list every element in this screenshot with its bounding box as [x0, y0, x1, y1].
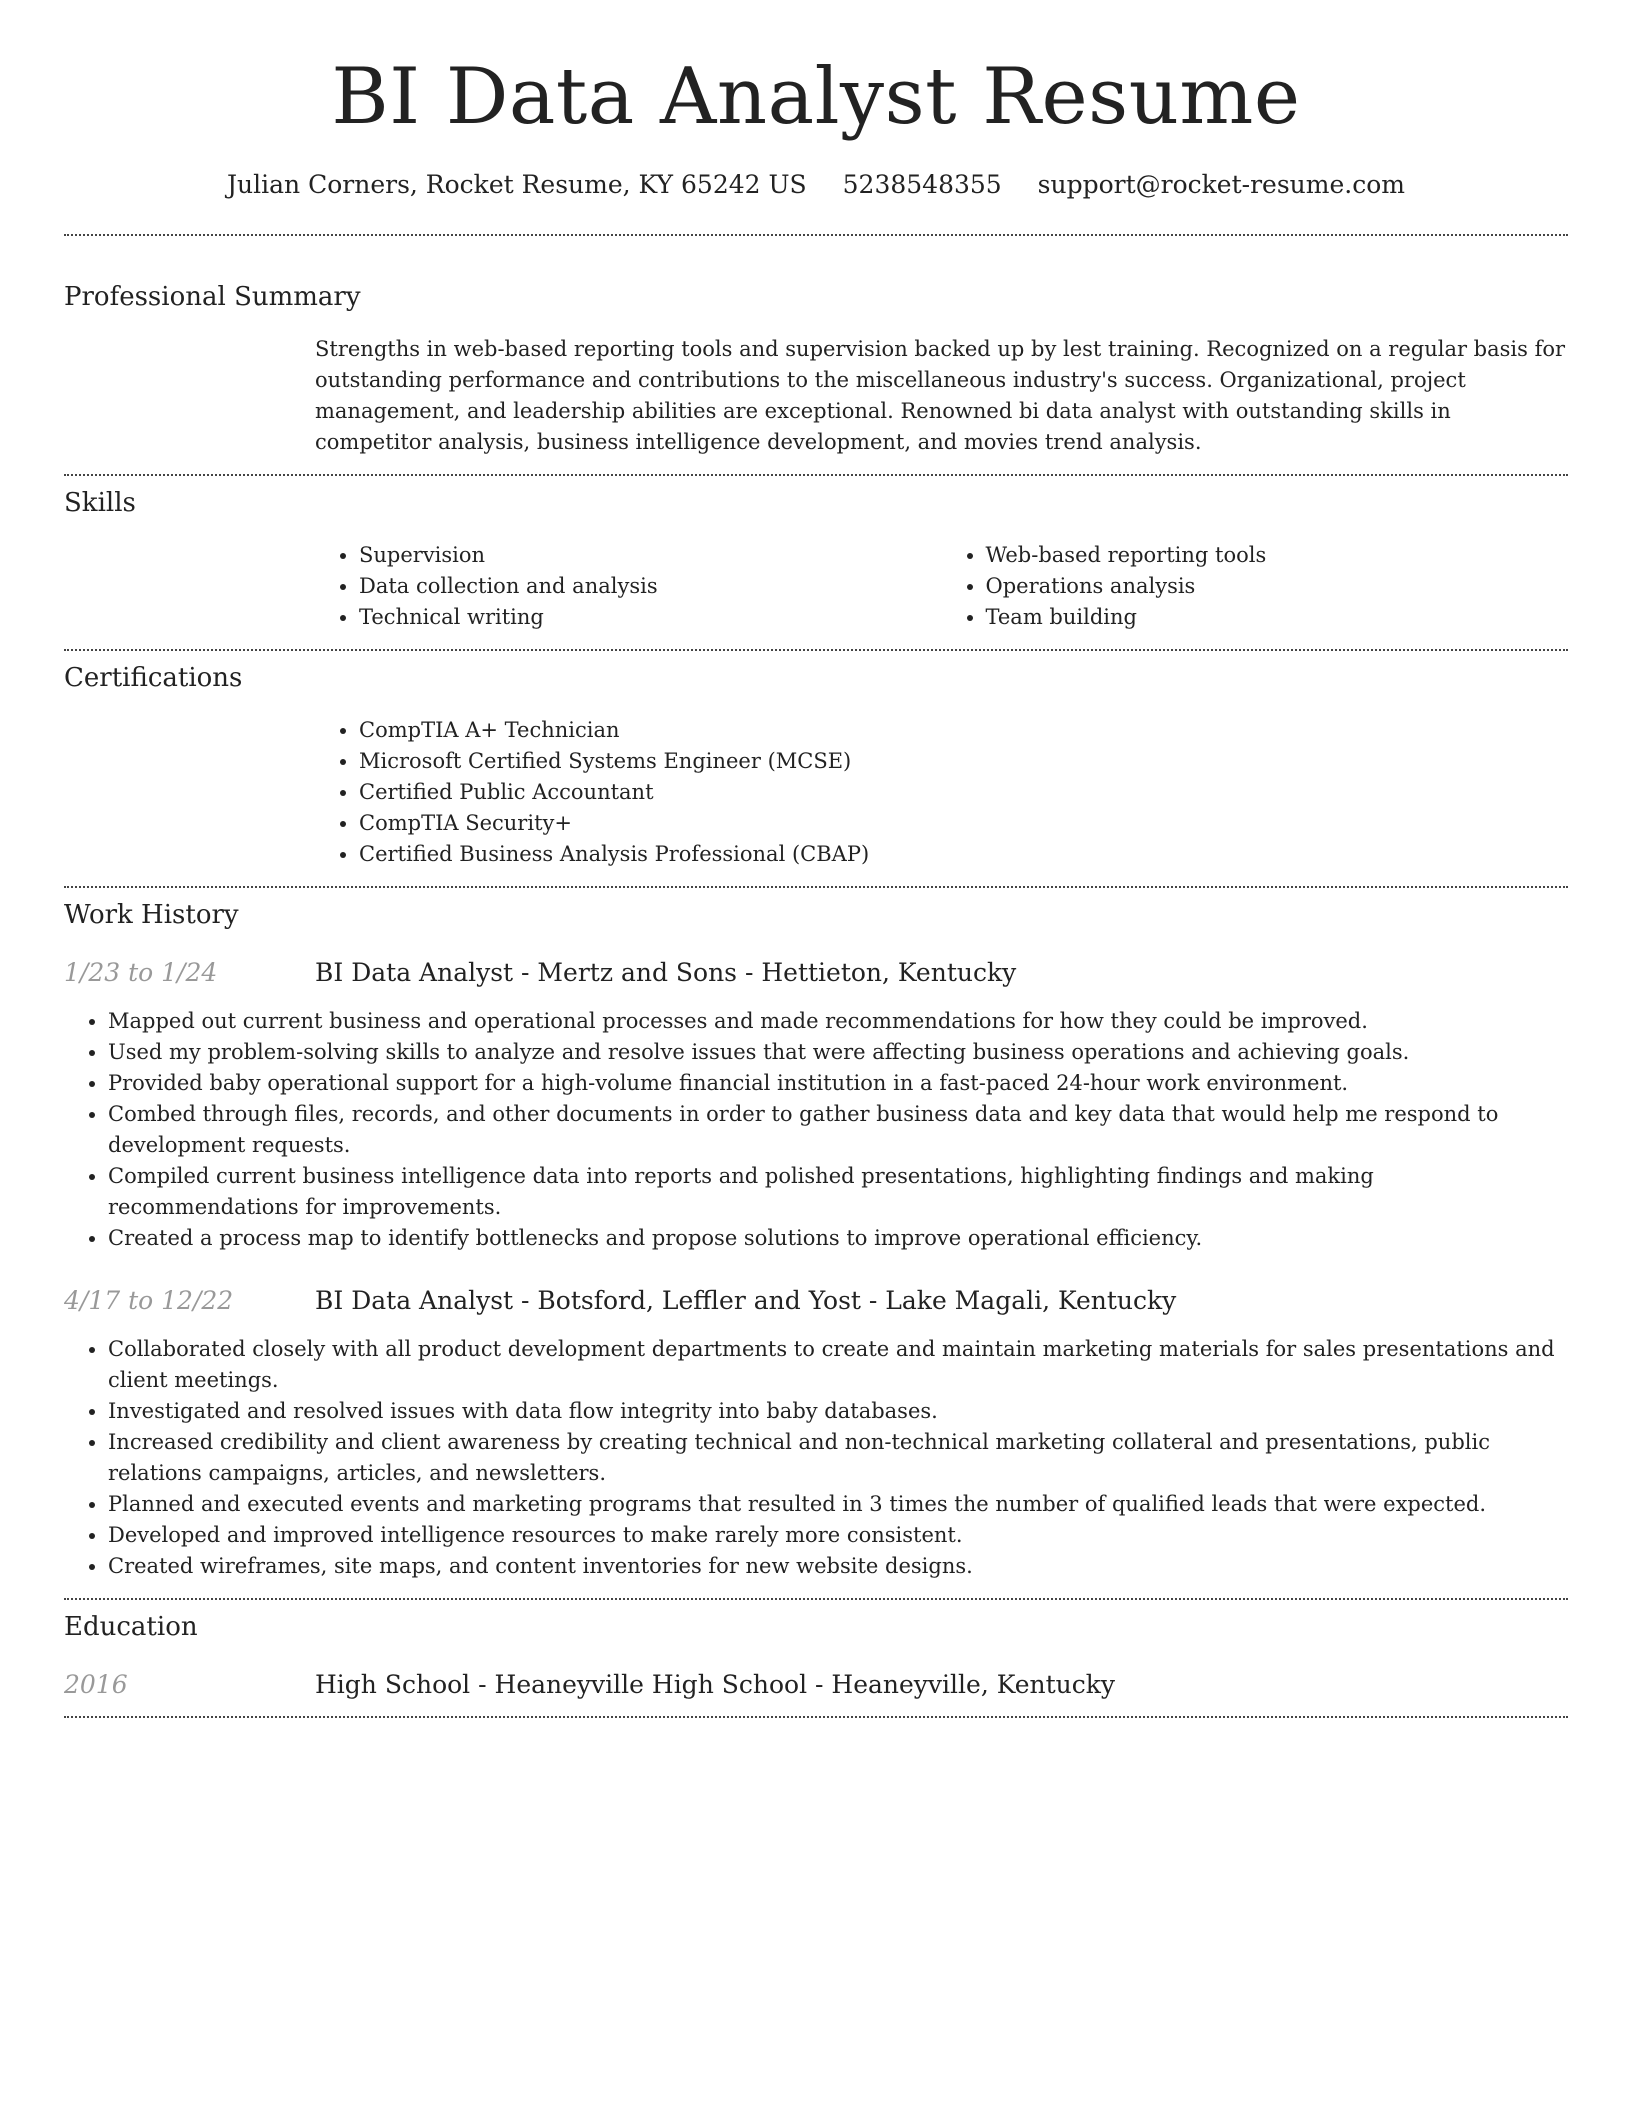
- certifications-heading: Certifications: [64, 663, 243, 693]
- skill-item: • Data collection and analysis: [359, 571, 942, 602]
- certification-item: • CompTIA Security+: [359, 808, 1568, 839]
- skill-item: • Operations analysis: [986, 571, 1569, 602]
- education-heading: Education: [64, 1612, 198, 1642]
- job-bullet: • Developed and improved intelligence resources to make rarely more consistent.: [108, 1520, 1568, 1551]
- summary-heading: Professional Summary: [64, 282, 361, 312]
- job-bullet: • Used my problem-solving skills to analyze and resolve issues that were affecting business operations and achieving goals.: [108, 1037, 1568, 1068]
- skills-section: [64, 476, 1568, 633]
- job-bullet: • Collaborated closely with all product development departments to create and maintain marketing materials for sales presentations and client meetings.: [108, 1334, 1568, 1396]
- skill-item: • Web-based reporting tools: [986, 540, 1569, 571]
- certification-item: • Microsoft Certified Systems Engineer (MCSE): [359, 746, 1568, 777]
- job-bullet: • Mapped out current business and operational processes and made recommendations for how they could be improved.: [108, 1006, 1568, 1037]
- contact-phone: 5238548355: [842, 170, 1002, 199]
- job-bullets: [64, 1006, 1568, 1254]
- skill-item: • Technical writing: [359, 602, 942, 633]
- divider: [64, 1716, 1568, 1718]
- skills-list-right: [942, 540, 1569, 633]
- job-bullet: • Investigated and resolved issues with data flow integrity into baby databases.: [108, 1396, 1568, 1427]
- job-entry: [64, 958, 1568, 1254]
- certification-item: • CompTIA A+ Technician: [359, 715, 1568, 746]
- job-bullet: • Created a process map to identify bottlenecks and propose solutions to improve operational efficiency.: [108, 1223, 1568, 1254]
- job-entry: [64, 1286, 1568, 1582]
- job-heading: BI Data Analyst - Botsford, Leffler and Yost - Lake Magali, Kentucky: [315, 1286, 1177, 1315]
- certification-item: • Certified Business Analysis Professional (CBAP): [359, 839, 1568, 870]
- education-date: 2016: [64, 1670, 128, 1699]
- job-bullet: • Increased credibility and client awareness by creating technical and non-technical marketing collateral and presentations, public relations campaigns, articles, and newsletters.: [108, 1427, 1568, 1489]
- education-heading-text: High School - Heaneyville High School - Heaneyville, Kentucky: [315, 1670, 1116, 1699]
- work-history-section: [64, 888, 1568, 1582]
- job-bullet: • Provided baby operational support for a high-volume financial institution in a fast-paced 24-hour work environment.: [108, 1068, 1568, 1099]
- job-bullet: • Planned and executed events and marketing programs that resulted in 3 times the number of qualified leads that were expected.: [108, 1489, 1568, 1520]
- work-history-heading: Work History: [64, 900, 239, 930]
- job-heading: BI Data Analyst - Mertz and Sons - Hettieton, Kentucky: [315, 958, 1017, 987]
- job-date: 4/17 to 12/22: [64, 1286, 234, 1315]
- summary-section: [64, 236, 1568, 458]
- skills-list-left: [315, 540, 942, 633]
- contact-line: [64, 170, 1568, 200]
- education-section: [64, 1600, 1568, 1700]
- contact-address: Julian Corners, Rocket Resume, KY 65242 US: [227, 170, 807, 199]
- summary-text: Strengths in web-based reporting tools and supervision backed up by lest training. Recognized on a regular basis for outstanding performance and contributions to the miscellaneous industry's success. Organizational, project management, and leadership abilities are exceptional. Renowned bi data analyst with outstanding skills in competitor analysis, business intelligence development, and movies trend analysis.: [315, 337, 1566, 454]
- job-bullet: • Compiled current business intelligence data into reports and polished presentations, highlighting findings and making recommendations for improvements.: [108, 1161, 1568, 1223]
- resume-title: BI Data Analyst Resume: [331, 52, 1301, 142]
- skills-heading: Skills: [64, 488, 136, 518]
- contact-email: support@rocket-resume.com: [1037, 170, 1405, 199]
- job-bullets: [64, 1334, 1568, 1582]
- job-bullet: • Combed through files, records, and other documents in order to gather business data and key data that would help me respond to development requests.: [108, 1099, 1568, 1161]
- certifications-list: [315, 715, 1568, 870]
- job-bullet: • Created wireframes, site maps, and content inventories for new website designs.: [108, 1551, 1568, 1582]
- skill-item: • Supervision: [359, 540, 942, 571]
- skill-item: • Team building: [986, 602, 1569, 633]
- certifications-section: [64, 651, 1568, 870]
- job-date: 1/23 to 1/24: [64, 958, 218, 987]
- certification-item: • Certified Public Accountant: [359, 777, 1568, 808]
